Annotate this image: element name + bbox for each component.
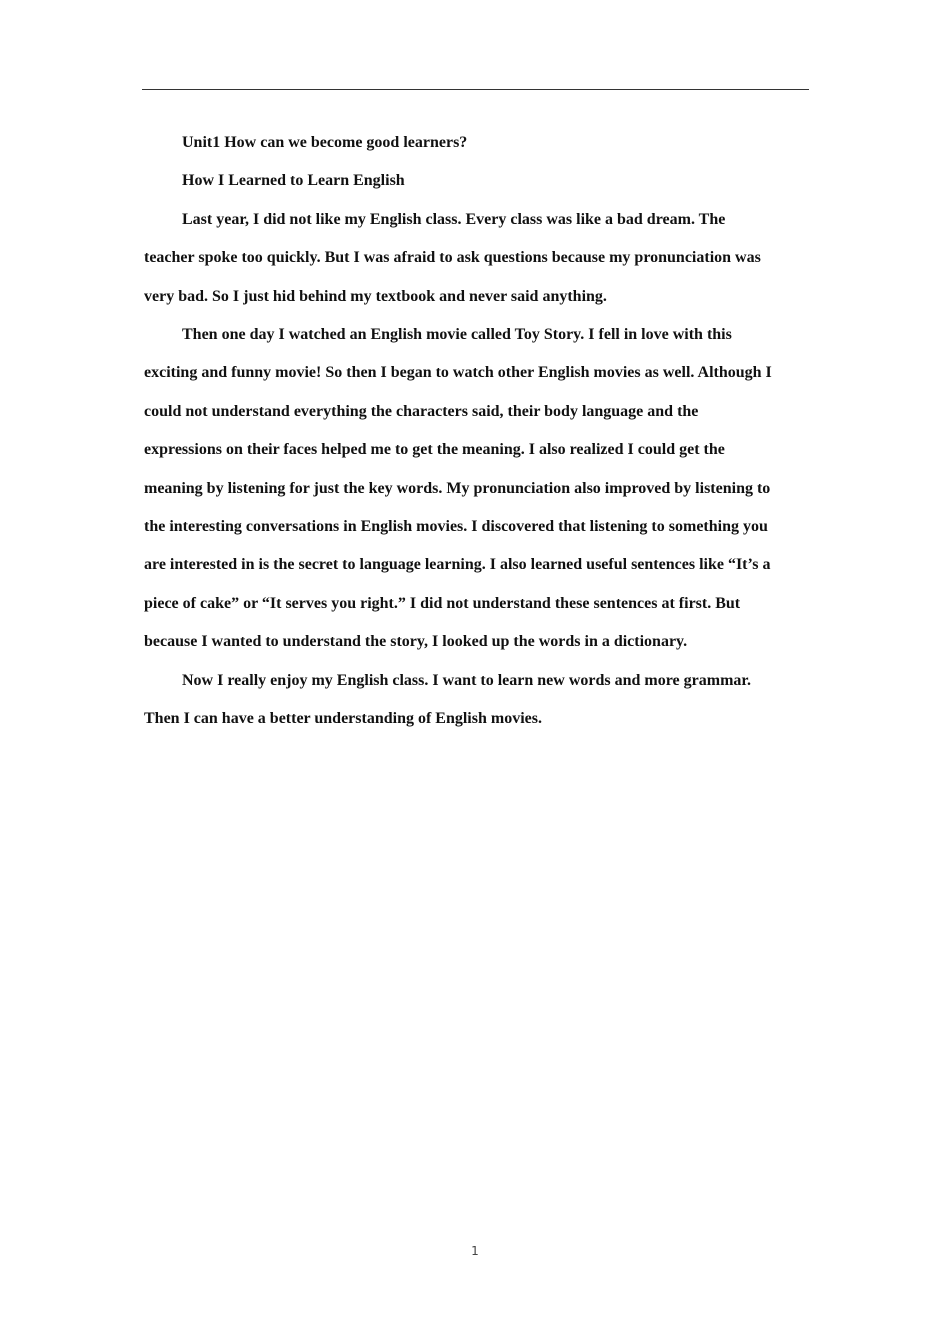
text-line: expressions on their faces helped me to get the meaning. I also realized I could get the bbox=[144, 441, 725, 459]
article-title bbox=[144, 162, 806, 200]
text-line: exciting and funny movie! So then I began to watch other English movies as well. Although I bbox=[144, 364, 772, 382]
text-line: could not understand everything the characters said, their body language and the bbox=[144, 402, 699, 420]
text-line: the interesting conversations in English movies. I discovered that listening to something you bbox=[144, 518, 768, 536]
document-body bbox=[144, 124, 806, 739]
header-rule bbox=[142, 89, 809, 90]
page-number: 1 bbox=[471, 1244, 479, 1258]
paragraph-2 bbox=[144, 316, 806, 662]
text-line: because I wanted to understand the story, I looked up the words in a dictionary. bbox=[144, 633, 688, 651]
text-line: Then I can have a better understanding of English movies. bbox=[144, 710, 542, 728]
unit-title bbox=[144, 124, 806, 162]
text-line: meaning by listening for just the key words. My pronunciation also improved by listening to bbox=[144, 479, 771, 497]
text-line: Unit1 How can we become good learners? bbox=[182, 134, 468, 151]
text-line: piece of cake” or “It serves you right.” I did not understand these sentences at first. But bbox=[144, 594, 741, 612]
text-line: Then one day I watched an English movie called Toy Story. I fell in love with this bbox=[182, 326, 732, 344]
text-line: How I Learned to Learn English bbox=[182, 172, 405, 190]
text-line: very bad. So I just hid behind my textbook and never said anything. bbox=[144, 287, 607, 305]
text-line: Now I really enjoy my English class. I want to learn new words and more grammar. bbox=[182, 671, 752, 689]
paragraph-1 bbox=[144, 201, 806, 316]
text-line: teacher spoke too quickly. But I was afraid to ask questions because my pronunciation was bbox=[144, 249, 761, 267]
text-line: are interested in is the secret to language learning. I also learned useful sentences like “It’s a bbox=[144, 556, 771, 574]
text-line: Last year, I did not like my English class. Every class was like a bad dream. The bbox=[182, 210, 726, 228]
paragraph-3 bbox=[144, 662, 806, 739]
